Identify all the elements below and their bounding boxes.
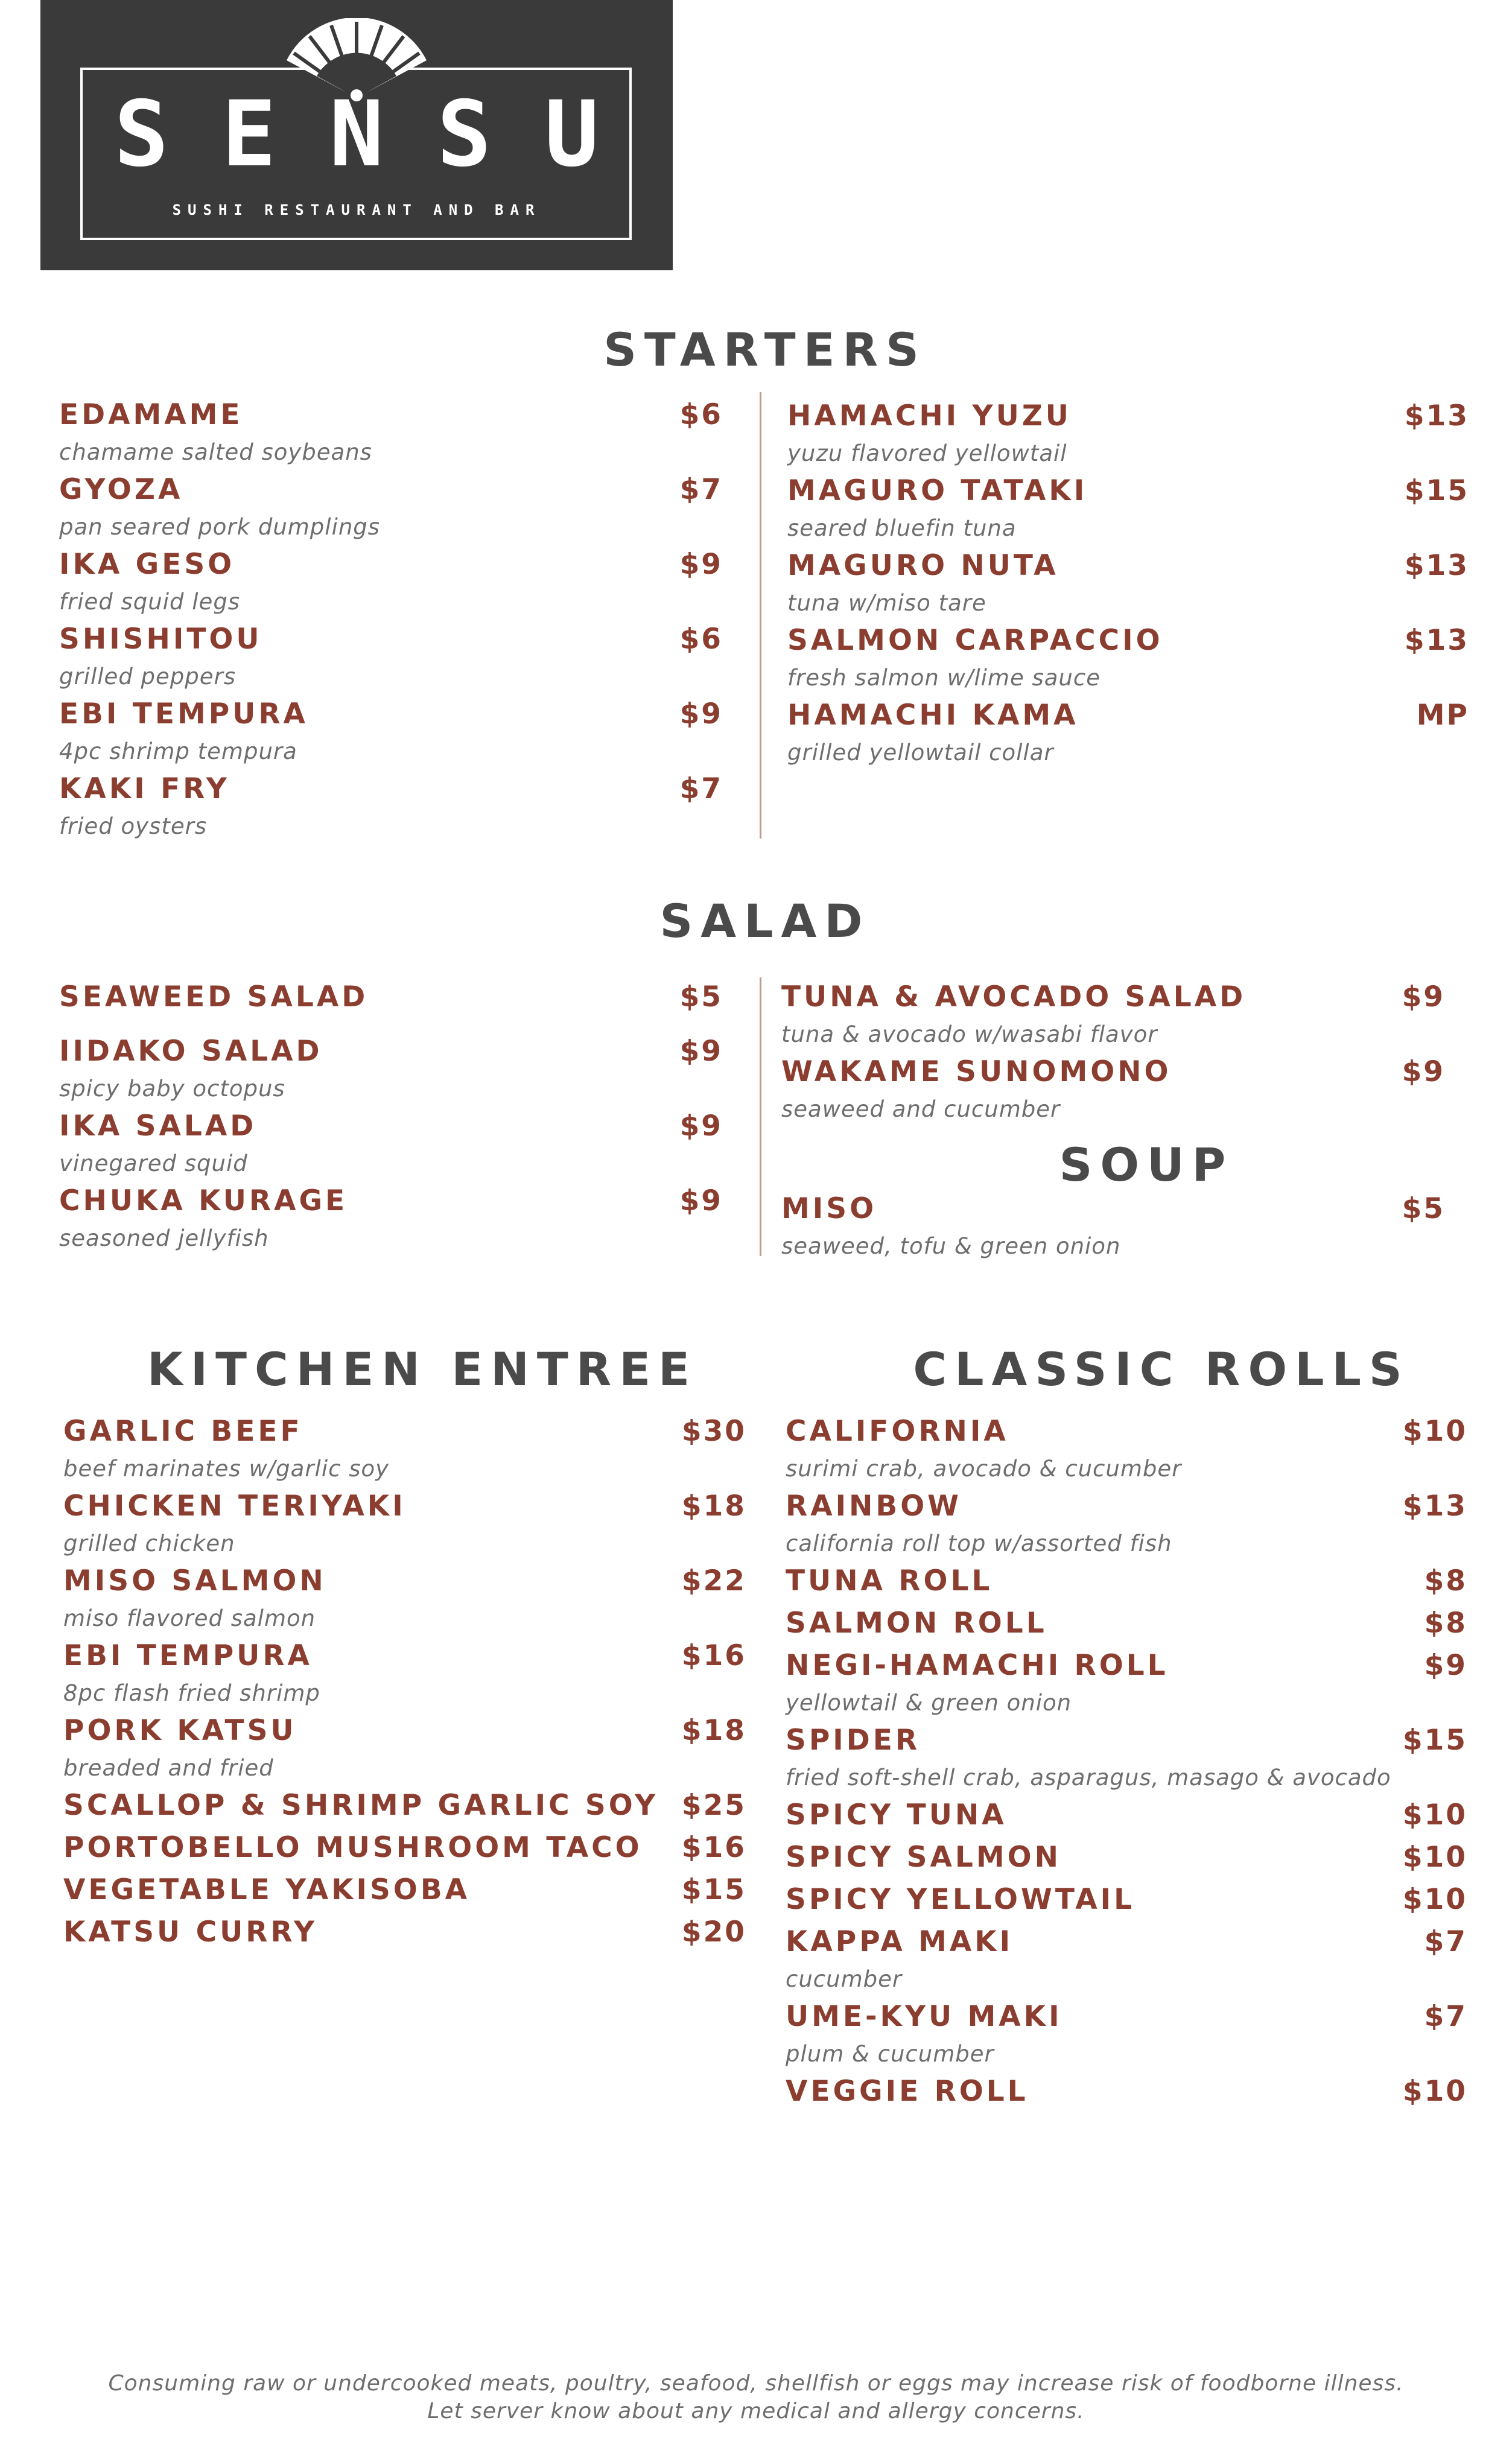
kitchen-entree-column xyxy=(63,1413,746,1956)
menu-item-description: california roll top w/assorted fish xyxy=(786,1531,1172,1557)
menu-item-price: $10 xyxy=(1402,2075,1467,2108)
menu-item-name: MISO xyxy=(781,1192,877,1225)
classic-rolls-column xyxy=(786,1413,1467,2115)
logo-name: SENSU xyxy=(114,82,652,187)
section-title-classic-rolls: CLASSIC ROLLS xyxy=(913,1342,1410,1396)
menu-item-name: UME-KYU MAKI xyxy=(786,2000,1063,2033)
menu-item-description: 4pc shrimp tempura xyxy=(59,738,297,764)
menu-item-price: $9 xyxy=(1424,1649,1467,1682)
menu-item-price: $15 xyxy=(1404,474,1469,507)
menu-item-price: $9 xyxy=(679,1184,723,1217)
menu-item-price: $18 xyxy=(681,1490,746,1523)
menu-item xyxy=(787,697,1469,772)
menu-item-price: $9 xyxy=(1402,1055,1445,1088)
menu-item-name: IIDAKO SALAD xyxy=(59,1035,323,1068)
menu-item-name: EBI TEMPURA xyxy=(63,1639,313,1672)
menu-item-name: SCALLOP & SHRIMP GARLIC SOY xyxy=(63,1789,659,1822)
menu-item xyxy=(63,1712,746,1787)
menu-item-description: seaweed, tofu & green onion xyxy=(781,1233,1121,1259)
menu-item-name: GARLIC BEEF xyxy=(63,1415,303,1448)
menu-item-name: CHUKA KURAGE xyxy=(59,1184,348,1217)
menu-item-name: WAKAME SUNOMONO xyxy=(781,1055,1172,1088)
menu-item xyxy=(63,1637,746,1712)
menu-item-price: $10 xyxy=(1402,1841,1467,1874)
menu-item-price: $15 xyxy=(1402,1724,1467,1757)
menu-item xyxy=(63,1871,746,1909)
menu-item-price: $7 xyxy=(679,772,723,805)
menu-item-description: pan seared pork dumplings xyxy=(59,514,381,540)
menu-item-price: $6 xyxy=(679,398,723,431)
menu-item xyxy=(59,1033,723,1108)
menu-item xyxy=(786,1923,1467,1998)
menu-item-price: $10 xyxy=(1402,1883,1467,1916)
menu-item-price: $10 xyxy=(1402,1415,1467,1448)
menu-item xyxy=(59,696,723,770)
menu-item xyxy=(786,1563,1467,1600)
menu-item xyxy=(63,1488,746,1563)
menu-item-name: SPICY YELLOWTAIL xyxy=(786,1883,1136,1916)
menu-item-name: GYOZA xyxy=(59,473,183,506)
menu-item-name: EBI TEMPURA xyxy=(59,697,308,731)
menu-item-price: $16 xyxy=(681,1639,746,1672)
menu-item xyxy=(63,1413,746,1488)
menu-item xyxy=(63,1563,746,1637)
menu-item-name: SPICY TUNA xyxy=(786,1798,1007,1832)
section-title-salad: SALAD xyxy=(659,894,871,948)
menu-item xyxy=(59,979,723,1016)
menu-item xyxy=(59,546,723,621)
menu-item-description: grilled peppers xyxy=(59,664,237,690)
menu-item xyxy=(59,1182,723,1257)
menu-item-price: $25 xyxy=(681,1789,746,1822)
soup-column xyxy=(781,1190,1445,1265)
menu-item xyxy=(786,1797,1467,1834)
menu-item xyxy=(63,1787,746,1824)
menu-item xyxy=(786,1881,1467,1919)
menu-item-price: $9 xyxy=(1402,980,1445,1014)
menu-item-name: KAKI FRY xyxy=(59,772,230,805)
menu-item-name: MISO SALMON xyxy=(63,1564,326,1598)
menu-item xyxy=(786,1722,1467,1797)
menu-item-price: $5 xyxy=(679,980,723,1014)
section-title-starters: STARTERS xyxy=(603,323,927,376)
menu-item-description: vinegared squid xyxy=(59,1151,248,1176)
allergy-notice-line-2: Let server know about any medical and allergy concerns. xyxy=(427,2399,1085,2423)
menu-item-name: SPICY SALMON xyxy=(786,1841,1061,1874)
menu-item-price: $13 xyxy=(1404,399,1469,433)
menu-item-description: beef marinates w/garlic soy xyxy=(63,1456,390,1482)
menu-item-price: $8 xyxy=(1424,1607,1467,1640)
menu-item-price: $18 xyxy=(681,1714,746,1747)
menu-item-description: fresh salmon w/lime sauce xyxy=(787,665,1101,691)
menu-item-name: SALMON CARPACCIO xyxy=(787,624,1163,657)
menu-item-description: seared bluefin tuna xyxy=(787,515,1017,541)
menu-item-price: $7 xyxy=(1424,2000,1467,2033)
menu-item xyxy=(786,2073,1467,2110)
menu-item-name: MAGURO NUTA xyxy=(787,549,1059,582)
menu-item-description: spicy baby octopus xyxy=(59,1076,285,1102)
menu-item-description: yellowtail & green onion xyxy=(786,1690,1072,1716)
menu-item xyxy=(787,547,1469,622)
menu-item xyxy=(59,770,723,845)
menu-item-price: $13 xyxy=(1402,1490,1467,1523)
menu-item-name: HAMACHI KAMA xyxy=(787,699,1079,732)
menu-item-price: $7 xyxy=(679,473,723,506)
menu-item xyxy=(781,979,1445,1053)
section-title-kitchen-entree: KITCHEN ENTREE xyxy=(147,1342,698,1396)
menu-item-description: yuzu flavored yellowtail xyxy=(787,440,1067,466)
menu-item xyxy=(59,396,723,471)
menu-item-price: $16 xyxy=(681,1831,746,1864)
menu-item xyxy=(786,1413,1467,1488)
menu-item xyxy=(786,1998,1467,2073)
menu-item-name: MAGURO TATAKI xyxy=(787,474,1088,507)
menu-item xyxy=(781,1053,1445,1128)
menu-item xyxy=(787,472,1469,547)
menu-item-name: RAINBOW xyxy=(786,1490,962,1523)
menu-item-name: SPIDER xyxy=(786,1724,921,1757)
menu-item xyxy=(59,1108,723,1182)
menu-item-price: $5 xyxy=(1402,1192,1445,1225)
menu-item-description: fried squid legs xyxy=(59,589,241,615)
menu-item-description: cucumber xyxy=(786,1966,903,1992)
menu-item-name: EDAMAME xyxy=(59,398,243,431)
menu-item-description: grilled yellowtail collar xyxy=(787,740,1054,766)
menu-item-description: fried oysters xyxy=(59,813,208,839)
menu-item-price: $22 xyxy=(681,1564,746,1598)
starters-right-column xyxy=(787,398,1469,772)
menu-item-price: $9 xyxy=(679,548,723,581)
menu-item-name: KATSU CURRY xyxy=(63,1916,318,1949)
menu-item-description: fried soft-shell crab, asparagus, masago & avocado xyxy=(786,1765,1391,1791)
menu-item xyxy=(781,1190,1445,1265)
menu-item-description: breaded and fried xyxy=(63,1755,274,1781)
menu-item-price: $10 xyxy=(1402,1798,1467,1832)
section-title-soup: SOUP xyxy=(1059,1138,1234,1192)
menu-item-price: $9 xyxy=(679,697,723,731)
menu-item xyxy=(63,1914,746,1951)
menu-item-description: tuna & avocado w/wasabi flavor xyxy=(781,1021,1158,1047)
menu-item-price: $15 xyxy=(681,1873,746,1906)
menu-item-price: $30 xyxy=(681,1415,746,1448)
menu-item-price: $8 xyxy=(1424,1564,1467,1598)
menu-item-name: SEAWEED SALAD xyxy=(59,980,369,1014)
menu-item xyxy=(786,1839,1467,1876)
menu-item-name: CALIFORNIA xyxy=(786,1415,1009,1448)
menu-item-description: seasoned jellyfish xyxy=(59,1225,269,1251)
menu-item-name: PORTOBELLO MUSHROOM TACO xyxy=(63,1831,643,1864)
menu-item-name: HAMACHI YUZU xyxy=(787,399,1072,433)
menu-item-description: 8pc flash fried shrimp xyxy=(63,1680,320,1706)
menu-item-name: TUNA ROLL xyxy=(786,1564,993,1598)
menu-item-name: IKA GESO xyxy=(59,548,235,581)
menu-item-price: $13 xyxy=(1404,624,1469,657)
menu-item xyxy=(786,1647,1467,1722)
menu-item-price: $7 xyxy=(1424,1925,1467,1958)
menu-item-price: $13 xyxy=(1404,549,1469,582)
menu-item-name: VEGETABLE YAKISOBA xyxy=(63,1873,471,1906)
menu-item-name: NEGI-HAMACHI ROLL xyxy=(786,1649,1169,1682)
menu-item-price: $20 xyxy=(681,1916,746,1949)
allergy-notice-line-1: Consuming raw or undercooked meats, poultry, seafood, shellfish or eggs may increase risk of foodborne illness. xyxy=(108,2371,1404,2396)
menu-item-price: MP xyxy=(1416,699,1469,732)
menu-item-name: KAPPA MAKI xyxy=(786,1925,1014,1958)
menu-item-description: chamame salted soybeans xyxy=(59,439,372,465)
menu-item-price: $9 xyxy=(679,1035,723,1068)
logo xyxy=(40,0,673,270)
menu-item-name: PORK KATSU xyxy=(63,1714,297,1747)
menu-item xyxy=(787,398,1469,472)
menu-item-description: grilled chicken xyxy=(63,1531,235,1557)
menu-item-name: SALMON ROLL xyxy=(786,1607,1047,1640)
menu-item-description: seaweed and cucumber xyxy=(781,1096,1061,1122)
salad-left-column xyxy=(59,979,723,1257)
menu-item xyxy=(63,1829,746,1867)
menu-item xyxy=(786,1488,1467,1563)
menu-item-price: $9 xyxy=(679,1109,723,1143)
menu-item xyxy=(59,621,723,696)
logo-tagline: SUSHI RESTAURANT AND BAR xyxy=(172,202,541,218)
menu-item-description: tuna w/miso tare xyxy=(787,590,986,616)
menu-item-name: TUNA & AVOCADO SALAD xyxy=(781,980,1247,1014)
menu-item-name: VEGGIE ROLL xyxy=(786,2075,1029,2108)
allergy-notice xyxy=(0,2370,1512,2425)
column-divider xyxy=(760,392,761,839)
menu-item-description: plum & cucumber xyxy=(786,2041,994,2067)
menu-item-description: miso flavored salmon xyxy=(63,1605,316,1631)
column-divider xyxy=(760,977,761,1256)
starters-left-column xyxy=(59,396,723,845)
menu-item-name: IKA SALAD xyxy=(59,1109,257,1143)
menu-item-name: SHISHITOU xyxy=(59,623,262,656)
menu-item-description: surimi crab, avocado & cucumber xyxy=(786,1456,1182,1482)
menu-item-price: $6 xyxy=(679,623,723,656)
menu-item xyxy=(59,471,723,546)
menu-item xyxy=(786,1605,1467,1642)
menu-item xyxy=(787,622,1469,697)
menu-item-name: CHICKEN TERIYAKI xyxy=(63,1490,406,1523)
salad-right-column xyxy=(781,979,1445,1128)
